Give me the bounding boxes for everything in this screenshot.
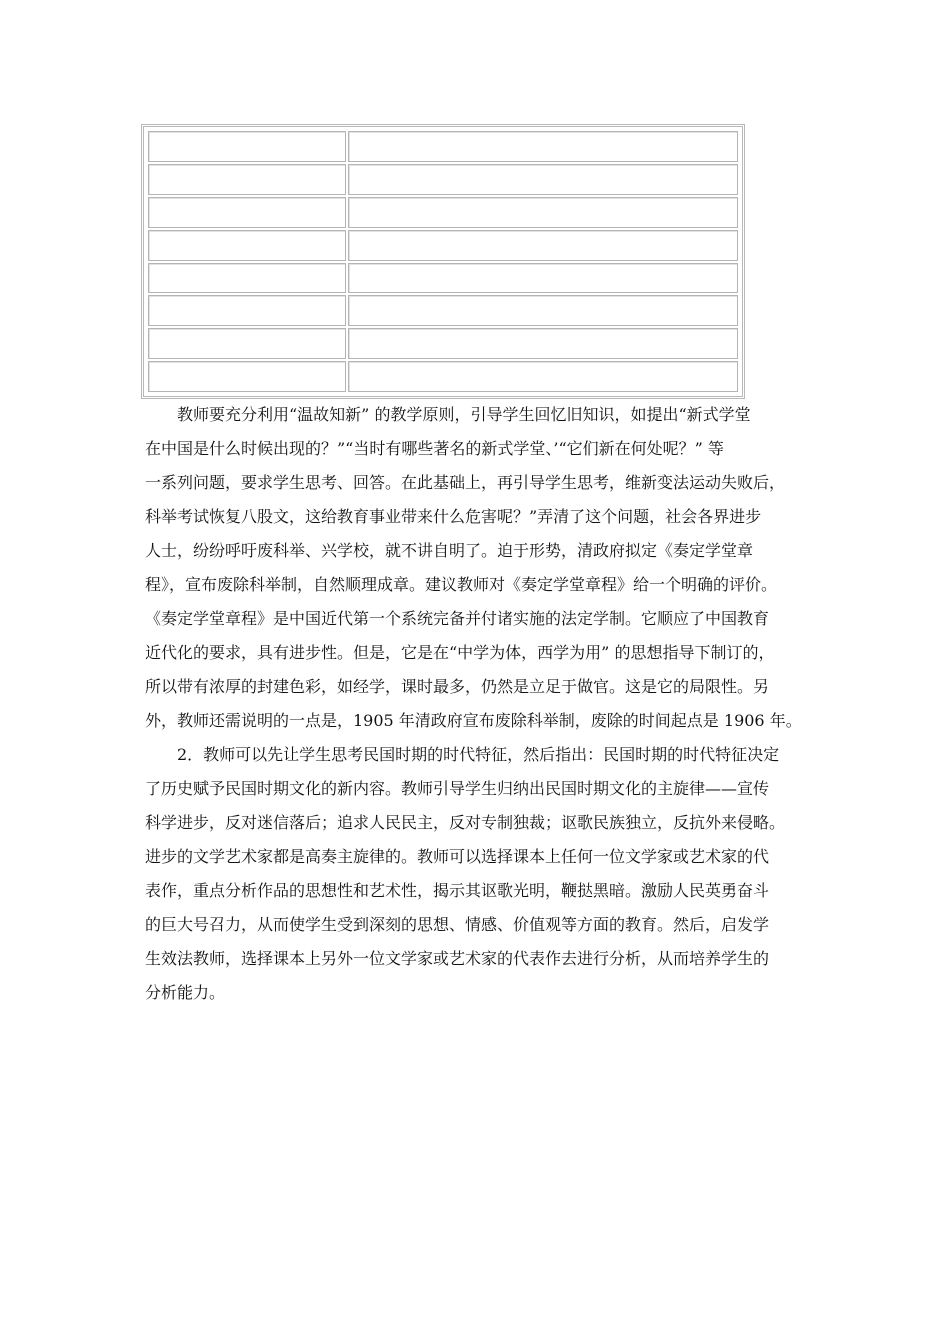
table-row [148,328,738,359]
text-line: 进步的文学艺术家都是高奏主旋律的。教师可以选择课本上任何一位文学家或艺术家的代 [145,847,770,866]
text-line: 人士，纷纷呼吁废科举、兴学校，就不讲自明了。迫于形势，清政府拟定《奏定学堂章 [145,541,754,560]
table-cell [148,361,346,392]
table-cell [348,131,738,162]
table-row [148,230,738,261]
text-line: 程》，宣布废除科举制，自然顺理成章。建议教师对《奏定学堂章程》给一个明确的评价。 [145,575,778,594]
document-body [145,398,820,1010]
paragraph [145,738,820,1010]
table-cell [348,263,738,294]
table-row [148,295,738,326]
text-line: 《奏定学堂章程》是中国近代第一个系统完备并付诸实施的法定学制。它顺应了中国教育 [145,609,770,628]
table-cell [148,131,346,162]
table-row [148,164,738,195]
table-cell [348,197,738,228]
text-line: 一系列问题，要求学生思考、回答。在此基础上，再引导学生思考，维新变法运动失败后， [145,473,786,492]
table-body [148,131,738,392]
table-cell [148,197,346,228]
table-cell [348,295,738,326]
table-cell [148,328,346,359]
table-cell [148,230,346,261]
text-line: 了历史赋予民国时期文化的新内容。教师引导学生归纳出民国时期文化的主旋律——宣传 [145,779,770,798]
paragraph [145,398,820,738]
table-cell [148,164,346,195]
text-line: 分析能力。 [145,983,226,1002]
table-row [148,131,738,162]
table-cell [148,263,346,294]
text-line: 生效法教师，选择课本上另外一位文学家或艺术家的代表作去进行分析，从而培养学生的 [145,949,770,968]
text-line: 所以带有浓厚的封建色彩，如经学，课时最多，仍然是立足于做官。这是它的局限性。另 [145,677,770,696]
text-line: 近代化的要求，具有进步性。但是，它是在“中学为体，西学为用” 的思想指导下制订的， [145,643,775,662]
table-cell [348,230,738,261]
text-line: 科举考试恢复八股文，这给教育事业带来什么危害呢？”弄清了这个问题，社会各界进步 [145,507,762,526]
empty-table-frame [141,124,745,399]
table-row [148,263,738,294]
table-cell [348,328,738,359]
table-cell [148,295,346,326]
table-row [148,197,738,228]
text-line: 科学进步，反对迷信落后；追求人民民主，反对专制独裁；讴歌民族独立，反抗外来侵略。 [145,813,786,832]
text-line: 外，教师还需说明的一点是，1905 年清政府宣布废除科举制，废除的时间起点是 1906 年。 [145,711,802,730]
table-cell [348,361,738,392]
table-row [148,361,738,392]
text-line: 教师要充分利用“温故知新” 的教学原则，引导学生回忆旧知识，如提出“新式学堂 [145,405,751,424]
empty-table [146,129,740,394]
text-line: 的巨大号召力，从而使学生受到深刻的思想、情感、价值观等方面的教育。然后，启发学 [145,915,770,934]
table-cell [348,164,738,195]
text-line: 2．教师可以先让学生思考民国时期的时代特征，然后指出：民国时期的时代特征决定 [145,745,780,764]
text-line: 在中国是什么时候出现的？”“当时有哪些著名的新式学堂、’“它们新在何处呢？” 等 [145,439,724,458]
text-line: 表作，重点分析作品的思想性和艺术性，揭示其讴歌光明，鞭挞黑暗。激励人民英勇奋斗 [145,881,770,900]
